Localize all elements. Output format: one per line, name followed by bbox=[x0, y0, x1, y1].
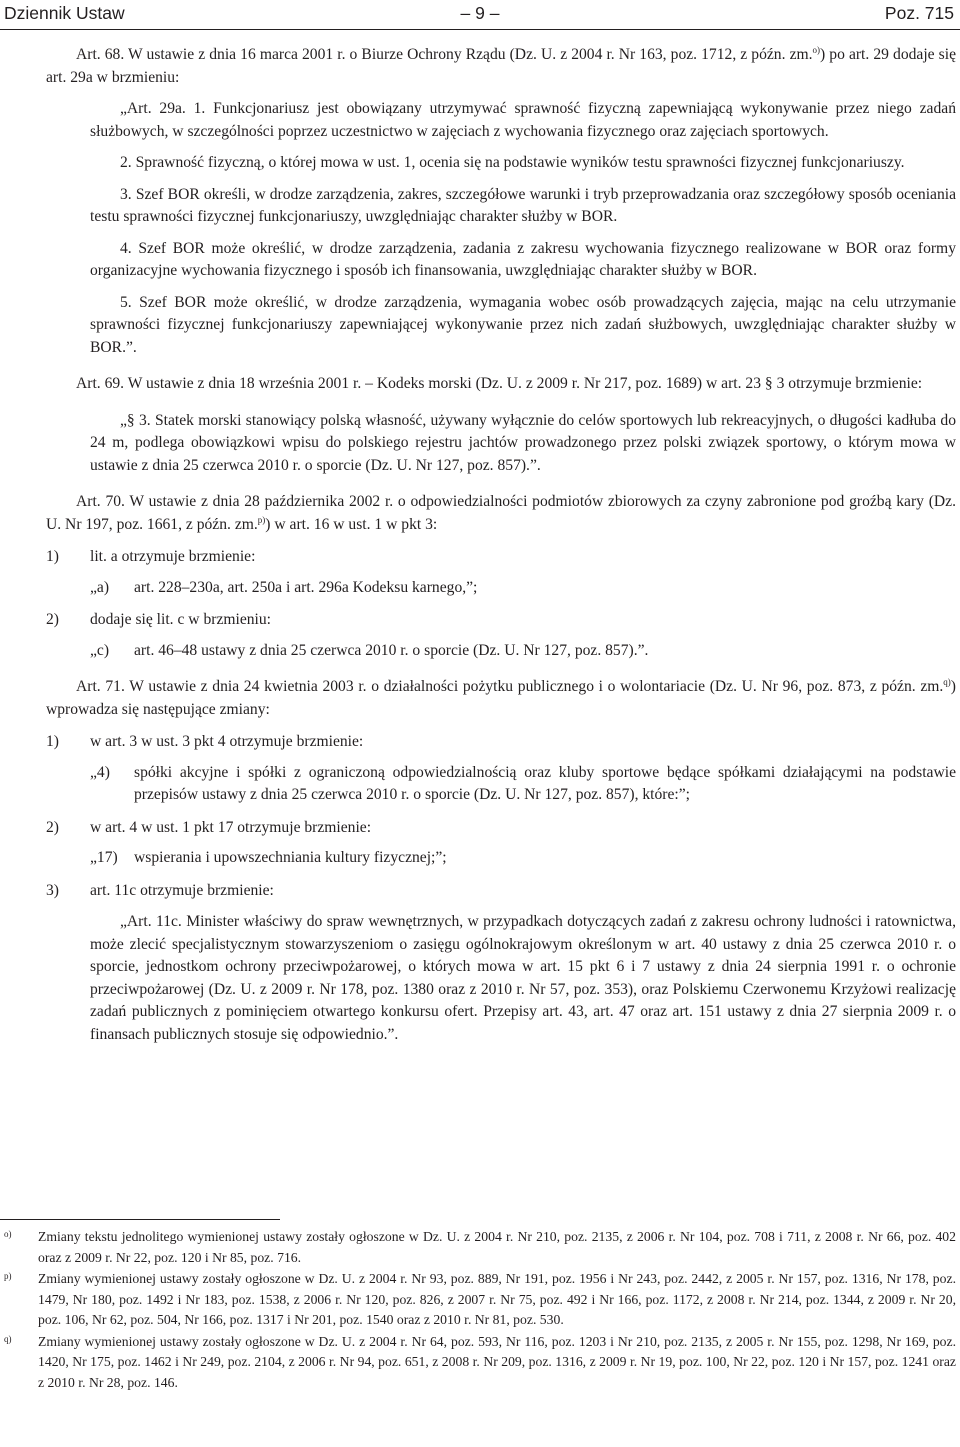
art68-par4: 4. Szef BOR może określić, w drodze zarządzenia, zadania z zakresu wychowania fizycznego realizowane w BOR oraz formy organizacyjne wychowania fizycznego i sposób ich finansowania, uwzględniając charakter służby w BOR. bbox=[90, 239, 956, 279]
footnote-ref-o: o) bbox=[812, 45, 821, 55]
art68-par1: „Art. 29a. 1. Funkcjonariusz jest obowiązany utrzymywać sprawność fizyczną zapewniającą wykonywanie przez niego zadań służbowych, w szczególności poprzez uczestnictwo w zajęciach z wychowania fizycznego oraz zajęciach sportowych. bbox=[90, 100, 956, 140]
header-rule bbox=[0, 29, 960, 30]
art68-par2: 2. Sprawność fizyczną, o której mowa w ust. 1, ocenia się na podstawie wyników testu sprawności fizycznej funkcjonariuszy. bbox=[120, 154, 905, 171]
journal-title: Dziennik Ustaw bbox=[4, 3, 125, 23]
art69-quote: „§ 3. Statek morski stanowiący polską własność, używany wyłącznie do celów sportowych lub rekreacyjnych, o długości kadłuba do 24 m, podlega obowiązkowi wpisu do polskiego rejestru jachtów prowadzonego przez polski związek sportowy, o którym mowa w ustawie z dnia 25 czerwca 2010 r. o sporcie (Dz. U. Nr 127, poz. 857).”. bbox=[90, 411, 956, 474]
art70-item-1-sub: „a) art. 228–230a, art. 250a i art. 296a Kodeksu karnego,”; bbox=[90, 578, 478, 596]
page-header bbox=[0, 0, 960, 28]
art68-intro: Art. 68. W ustawie z dnia 16 marca 2001 r. o Biurze Ochrony Rządu (Dz. U. z 2004 r. Nr 163, poz. 1712, z późn. zm.$^{o)}$) po art. 29 dodaje się art. 29a w brzmieniu: bbox=[46, 45, 956, 86]
art68-par3: 3. Szef BOR określi, w drodze zarządzenia, zakres, szczegółowe warunki i tryb przeprowadzania oraz szczegółowy sposób oceniania testu sprawności fizycznej funkcjonariuszy, uwzględniając charakter służby w BOR. bbox=[90, 185, 956, 225]
footnote-ref-q: q) bbox=[943, 677, 951, 687]
footnote-p: p) Zmiany wymienionej ustawy zostały ogłoszone w Dz. U. z 2004 r. Nr 93, poz. 889, Nr 191, poz. 1956 i Nr 243, poz. 2442, z 2005 r. Nr 157, poz. 1316, Nr 178, poz. 1479, Nr 180, poz. 1492 i Nr 183, poz. 1538, z 2006 r. Nr 120, poz. 826, z 2007 r. Nr 75, poz. 492 i Nr 166, poz. 1172, z 2008 r. Nr 214, poz. 1344, z 2009 r. Nr 20, poz. 106, Nr 62, poz. 504, Nr 166, poz. 1317 i Nr 201, poz. 1540 oraz z 2010 r. Nr 81, poz. 530. bbox=[4, 1271, 956, 1327]
art70-item-2-sub: „c) art. 46–48 ustawy z dnia 25 czerwca 2010 r. o sporcie (Dz. U. Nr 127, poz. 857).”. bbox=[90, 641, 649, 659]
footnote-q: q) Zmiany wymienionej ustawy zostały ogłoszone w Dz. U. z 2004 r. Nr 64, poz. 593, Nr 116, poz. 1203 i Nr 210, poz. 2135, z 2005 r. Nr 155, poz. 1298, Nr 169, poz. 1420, Nr 175, poz. 1462 i Nr 249, poz. 2104, z 2006 r. Nr 94, poz. 651, z 2008 r. Nr 209, poz. 1316, z 2009 r. Nr 19, poz. 100, Nr 22, poz. 120 i Nr 157, poz. 1241 oraz z 2010 r. Nr 28, poz. 146. bbox=[4, 1333, 956, 1390]
footnote-o: o) Zmiany tekstu jednolitego wymienionej ustawy zostały ogłoszone w Dz. U. z 2004 r. Nr 210, poz. 2135, z 2006 r. Nr 104, poz. 708 i 711, z 2008 r. Nr 66, poz. 402 oraz z 2009 r. Nr 22, poz. 120 i Nr 85, poz. 716. bbox=[4, 1229, 956, 1265]
art70-item-1: 1) lit. a otrzymuje brzmienie: bbox=[46, 548, 256, 565]
art71-item-1-sub: „4) spółki akcyjne i spółki z ograniczoną odpowiedzialnością oraz kluby sportowe będące spółkami działającymi na podstawie przepisów ustawy z dnia 25 czerwca 2010 r. o sporcie (Dz. U. Nr 127, poz. 857), które:”; bbox=[90, 763, 956, 803]
art71-item-3: 3) art. 11c otrzymuje brzmienie: bbox=[46, 881, 274, 899]
art70-intro: Art. 70. W ustawie z dnia 28 października 2002 r. o odpowiedzialności podmiotów zbiorowych za czyny zabronione pod groźbą kary (Dz. U. Nr 197, poz. 1661, z późn. zm.$^{p)}$) w art. 16 w ust. 1 w pkt 3: bbox=[46, 493, 956, 533]
footnotes bbox=[0, 1227, 956, 1394]
position-number: Poz. 715 bbox=[884, 3, 954, 23]
footnote-rule bbox=[0, 1219, 280, 1220]
art71-item-3-quote: „Art. 11c. Minister właściwy do spraw wewnętrznych, w przypadkach dotyczących zadań z zakresu ochrony ludności i ratownictwa, może zlecić specjalistycznym stowarzyszeniom o zasięgu ogólnokrajowym określonym w art. 40 ustawy z dnia 25 czerwca 2010 r. o sporcie, jednostkom ochrony przeciwpożarowej, o których mowa w art. 15 pkt 6 i 7 ustawy z dnia 24 sierpnia 1991 r. o ochronie przeciwpożarowej (Dz. U. z 2009 r. Nr 178, poz. 1380 oraz z 2010 r. Nr 57, poz. 353), oraz Polskiemu Czerwonemu Krzyżowi realizację zadań publicznych z pominięciem otwartego konkursu ofert. Przepisy art. 43, art. 47 oraz art. 151 ustawy z dnia 27 sierpnia 2009 r. o finansach publicznych stosuje się odpowiednio.”. bbox=[90, 913, 956, 1043]
page-number: – 9 – bbox=[460, 3, 500, 23]
art69-intro: Art. 69. W ustawie z dnia 18 września 2001 r. – Kodeks morski (Dz. U. z 2009 r. Nr 217, poz. 1689) w art. 23 § 3 otrzymuje brzmienie: bbox=[76, 375, 923, 392]
footnote-ref-p: p) bbox=[257, 514, 266, 525]
main-content bbox=[46, 44, 956, 1046]
art71-intro: Art. 71. W ustawie z dnia 24 kwietnia 2003 r. o działalności pożytku publicznego i o wolontariacie (Dz. U. Nr 96, poz. 873, z późn. zm.$^{q)}$) wprowadza się następujące zmiany: bbox=[46, 677, 956, 718]
art68-par5: 5. Szef BOR może określić, w drodze zarządzenia, wymagania wobec osób prowadzących zajęcia, mając na celu utrzymanie sprawności fizycznej funkcjonariuszy zapewniającej wykonywanie przez nich zadań służbowych, uwzględniając charakter służby w BOR.”. bbox=[90, 293, 956, 356]
art71-item-2-sub: „17) wspierania i upowszechniania kultury fizycznej;”; bbox=[90, 849, 447, 866]
art71-item-2: 2) w art. 4 w ust. 1 pkt 17 otrzymuje brzmienie: bbox=[46, 818, 372, 836]
art70-item-2: 2) dodaje się lit. c w brzmieniu: bbox=[46, 611, 272, 628]
art71-item-1: 1) w art. 3 w ust. 3 pkt 4 otrzymuje brzmienie: bbox=[46, 733, 364, 750]
